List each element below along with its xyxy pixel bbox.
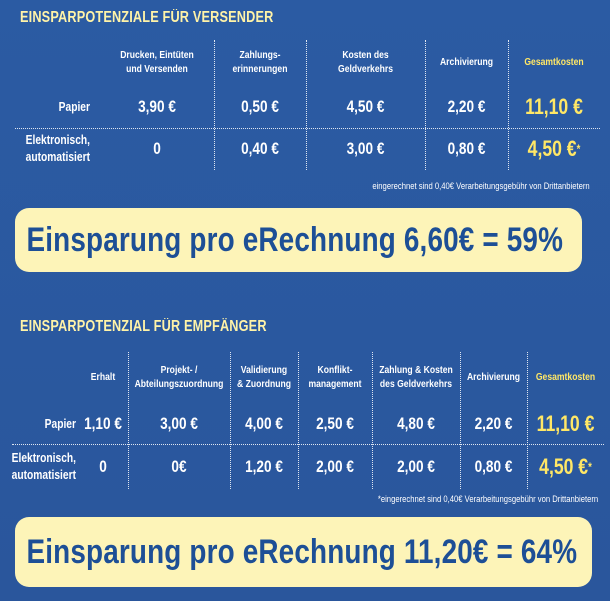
sender-col-header <box>220 40 299 86</box>
receiver-value-cell <box>83 402 123 446</box>
sender-value-cell-text: 0 <box>153 139 161 158</box>
receiver-value-cell-text: 3,00 € <box>160 414 198 433</box>
sender-value-cell-text: 4,50 € <box>346 97 385 116</box>
receiver-savings-banner <box>15 517 592 587</box>
sender-savings-text: Einsparung pro eRechnung 6,60€ = 59% <box>26 220 564 259</box>
receiver-column-divider <box>298 352 299 489</box>
receiver-value-cell-text: 1,10 € <box>84 414 122 433</box>
sender-value-cell-text: 0,80 € <box>447 139 486 158</box>
sender-row-label-text: Elektronisch, automatisiert <box>25 133 90 164</box>
receiver-col-header-text: Zahlung & Kosten des Geldverkehrs <box>379 365 453 390</box>
receiver-col-header <box>82 352 125 404</box>
sender-value-cell <box>223 86 297 128</box>
sender-value-cell <box>517 86 591 128</box>
receiver-value-cell-text: 2,50 € <box>316 414 354 433</box>
receiver-col-header-text: Gesamtkosten <box>535 372 596 383</box>
sender-column-divider <box>508 40 509 170</box>
receiver-value-cell-text: 4,80 € <box>397 414 435 433</box>
sender-title: EINSPARPOTENZIALE FÜR VERSENDER <box>20 9 274 26</box>
receiver-value-cell-text: 4,50 € <box>539 454 589 479</box>
receiver-col-header-text: Archivierung <box>466 372 521 383</box>
sender-value-cell <box>433 128 499 170</box>
sender-savings-banner <box>15 208 582 272</box>
receiver-value-cell <box>535 402 597 446</box>
receiver-value-cell-text: 2,00 € <box>316 457 354 476</box>
receiver-col-header <box>378 352 454 404</box>
sender-total-asterisk: * <box>576 142 581 156</box>
sender-column-divider <box>306 40 307 170</box>
sender-row-label <box>16 128 90 170</box>
sender-col-header <box>431 40 502 86</box>
receiver-value-cell-text: 0 <box>99 457 107 476</box>
receiver-col-header <box>135 352 223 404</box>
receiver-value-cell <box>381 445 451 489</box>
sender-value-cell-text: 2,20 € <box>447 97 486 116</box>
sender-col-header <box>314 40 416 86</box>
sender-value-cell <box>111 86 202 128</box>
sender-col-header-text: Zahlungs- erinnerungen <box>232 50 288 75</box>
sender-value-cell <box>223 128 297 170</box>
sender-row-divider <box>15 128 600 129</box>
receiver-value-cell-text: 0€ <box>171 457 187 476</box>
sender-col-header-text: Gesamtkosten <box>524 57 584 68</box>
receiver-value-cell <box>237 402 291 446</box>
receiver-title: EINSPARPOTENZIAL FÜR EMPFÄNGER <box>20 318 267 335</box>
receiver-value-cell <box>467 445 521 489</box>
receiver-value-cell-text: 0,80 € <box>474 457 513 476</box>
sender-row-label-text: Papier <box>58 99 90 114</box>
receiver-column-divider <box>527 352 528 489</box>
receiver-col-header <box>465 352 523 404</box>
receiver-column-divider <box>230 352 231 489</box>
sender-col-header-text: Kosten des Geldverkehrs <box>338 50 393 75</box>
receiver-value-cell <box>467 402 521 446</box>
receiver-col-header-text: Erhalt <box>90 372 116 383</box>
receiver-value-cell-text: 2,00 € <box>397 457 435 476</box>
receiver-value-cell-text: 2,20 € <box>474 414 513 433</box>
receiver-total-asterisk: * <box>588 460 592 474</box>
sender-col-header <box>108 40 206 86</box>
sender-value-cell <box>517 128 591 170</box>
receiver-value-cell <box>381 402 451 446</box>
sender-col-header-text: Drucken, Eintüten und Versenden <box>120 50 194 75</box>
receiver-value-cell <box>535 445 597 489</box>
sender-footnote: eingerechnet sind 0,40€ Verarbeitungsgebühr von Drittanbietern <box>372 181 590 191</box>
receiver-column-divider <box>460 352 461 489</box>
receiver-col-header <box>235 352 293 404</box>
sender-column-divider <box>214 40 215 170</box>
sender-value-cell <box>318 128 413 170</box>
sender-value-cell-text: 4,50 € <box>527 136 577 161</box>
receiver-column-divider <box>128 352 129 489</box>
sender-value-cell <box>318 86 413 128</box>
sender-value-cell <box>111 128 202 170</box>
sender-column-divider <box>425 40 426 170</box>
receiver-value-cell <box>305 402 364 446</box>
receiver-value-cell-text: 4,00 € <box>245 414 283 433</box>
receiver-row-label-text: Papier <box>44 416 76 431</box>
sender-value-cell-text: 0,50 € <box>241 97 279 116</box>
receiver-row-divider <box>12 444 604 445</box>
receiver-value-cell <box>83 445 123 489</box>
receiver-value-cell <box>138 445 220 489</box>
receiver-value-cell <box>237 445 291 489</box>
sender-section <box>0 0 610 300</box>
receiver-row-label <box>14 402 76 446</box>
receiver-col-header-text: Konflikt- management <box>308 365 362 390</box>
sender-value-cell-text: 3,90 € <box>138 97 176 116</box>
sender-value-cell <box>433 86 499 128</box>
receiver-value-cell-text: 1,20 € <box>245 457 283 476</box>
receiver-col-header <box>303 352 367 404</box>
receiver-section <box>0 305 610 601</box>
sender-value-cell-text: 3,00 € <box>346 139 385 158</box>
sender-row-label <box>16 86 90 128</box>
receiver-value-cell <box>138 402 220 446</box>
receiver-value-cell <box>305 445 364 489</box>
receiver-footnote: *eingerechnet sind 0,40€ Verarbeitungsgebühr von Drittanbietern <box>377 494 598 504</box>
receiver-col-header <box>532 352 598 404</box>
receiver-column-divider <box>372 352 373 489</box>
receiver-row-label <box>11 445 77 489</box>
sender-col-header-text: Archivierung <box>439 57 494 68</box>
sender-col-header <box>514 40 593 86</box>
receiver-savings-text: Einsparung pro eRechnung 11,20€ = 64% <box>26 532 578 571</box>
receiver-value-cell-text: 11,10 € <box>536 411 595 436</box>
receiver-row-label-text: Elektronisch, automatisiert <box>11 451 77 482</box>
receiver-col-header-text: Validierung & Zuordnung <box>237 365 291 390</box>
sender-value-cell-text: 0,40 € <box>241 139 279 158</box>
receiver-col-header-text: Projekt- / Abteilungszuordnung <box>134 365 224 390</box>
sender-value-cell-text: 11,10 € <box>525 94 583 119</box>
